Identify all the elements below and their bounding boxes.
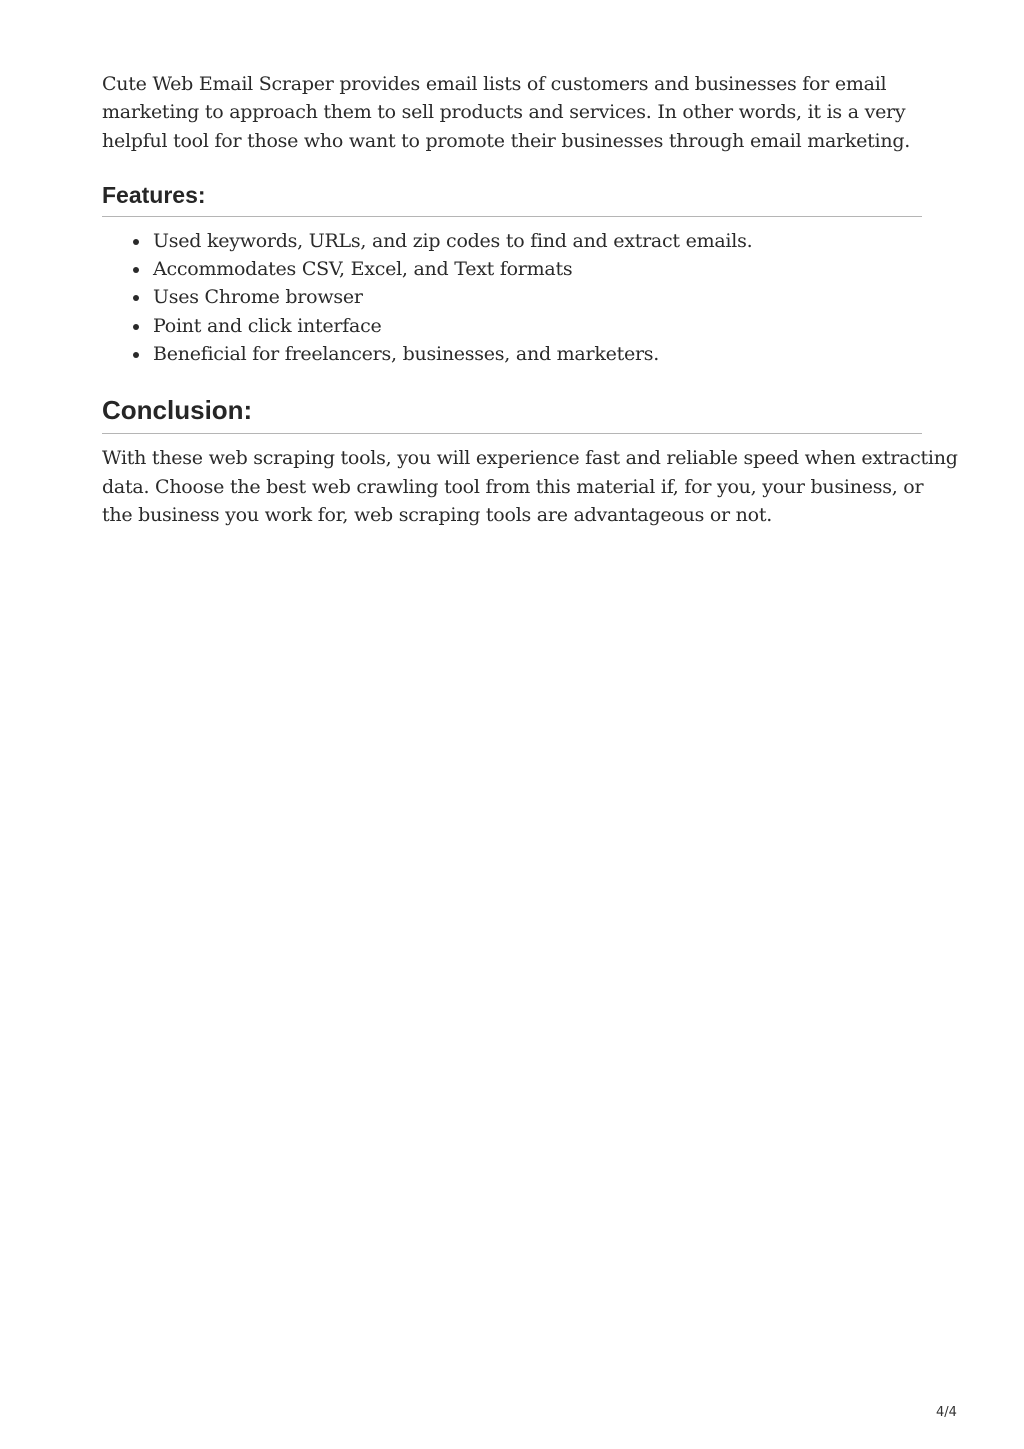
feature-item xyxy=(153,312,922,340)
feature-text: Accommodates CSV, Excel, and Text formats xyxy=(153,258,573,281)
conclusion-line: data. Choose the best web crawling tool from this material if, for you, your business, or xyxy=(102,475,924,498)
feature-item xyxy=(153,283,922,311)
bullet-icon xyxy=(133,324,139,330)
feature-text: Point and click interface xyxy=(153,314,382,337)
page-number: 4/4 xyxy=(936,1405,957,1420)
conclusion-paragraph xyxy=(102,444,958,529)
feature-item xyxy=(153,255,922,283)
intro-line: helpful tool for those who want to promote their businesses through email marketing. xyxy=(102,129,911,152)
feature-item xyxy=(153,227,922,255)
intro-line: marketing to approach them to sell products and services. In other words, it is a very xyxy=(102,101,906,124)
bullet-icon xyxy=(133,295,139,301)
intro-paragraph xyxy=(102,70,922,155)
bullet-icon xyxy=(133,267,139,273)
features-list xyxy=(102,227,922,368)
document-page xyxy=(102,70,958,529)
conclusion-heading: Conclusion: xyxy=(102,393,922,434)
bullet-icon xyxy=(133,352,139,358)
feature-item xyxy=(153,340,922,368)
feature-text: Uses Chrome browser xyxy=(153,286,363,309)
features-heading: Features: xyxy=(102,180,922,217)
conclusion-line: With these web scraping tools, you will experience fast and reliable speed when extracting xyxy=(102,447,958,470)
bullet-icon xyxy=(133,239,139,245)
conclusion-line: the business you work for, web scraping tools are advantageous or not. xyxy=(102,503,773,526)
feature-text: Beneficial for freelancers, businesses, and marketers. xyxy=(153,343,660,366)
intro-line: Cute Web Email Scraper provides email lists of customers and businesses for email xyxy=(102,73,887,95)
feature-text: Used keywords, URLs, and zip codes to find and extract emails. xyxy=(153,229,753,252)
